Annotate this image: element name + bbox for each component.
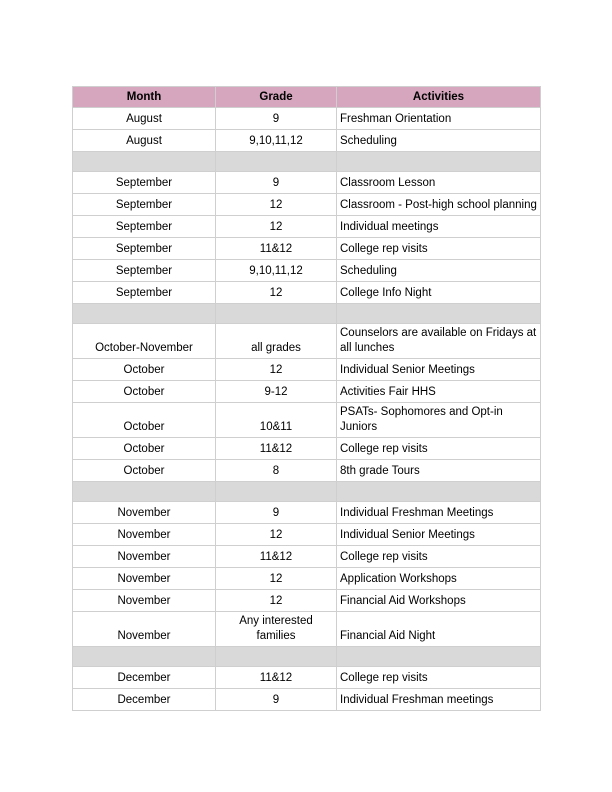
activity-cell: Counselors are available on Fridays at all lunches bbox=[337, 324, 541, 359]
table-row bbox=[73, 381, 541, 403]
activity-cell: Classroom - Post-high school planning bbox=[337, 194, 541, 216]
table-row bbox=[73, 612, 541, 647]
activity-cell: College rep visits bbox=[337, 667, 541, 689]
grade-cell: 9 bbox=[216, 172, 337, 194]
activity-cell: Scheduling bbox=[337, 260, 541, 282]
activity-cell: PSATs- Sophomores and Opt-in Juniors bbox=[337, 403, 541, 438]
table-row bbox=[73, 460, 541, 482]
activities-table bbox=[72, 86, 541, 711]
month-cell: October bbox=[73, 359, 216, 381]
activity-cell: Application Workshops bbox=[337, 568, 541, 590]
month-cell: December bbox=[73, 689, 216, 711]
separator-row bbox=[73, 304, 541, 324]
grade-cell: 11&12 bbox=[216, 667, 337, 689]
month-cell: September bbox=[73, 282, 216, 304]
grade-cell: 11&12 bbox=[216, 238, 337, 260]
separator-cell bbox=[337, 482, 541, 502]
separator-cell bbox=[216, 647, 337, 667]
grade-cell: Any interested families bbox=[216, 612, 337, 647]
month-cell: August bbox=[73, 108, 216, 130]
table-row bbox=[73, 524, 541, 546]
activity-cell: Financial Aid Workshops bbox=[337, 590, 541, 612]
month-cell: October bbox=[73, 460, 216, 482]
grade-cell: 12 bbox=[216, 282, 337, 304]
month-header: Month bbox=[73, 87, 216, 108]
separator-row bbox=[73, 647, 541, 667]
month-cell: November bbox=[73, 612, 216, 647]
separator-cell bbox=[73, 304, 216, 324]
month-cell: October bbox=[73, 381, 216, 403]
activity-cell: Classroom Lesson bbox=[337, 172, 541, 194]
separator-cell bbox=[216, 152, 337, 172]
grade-cell: 9,10,11,12 bbox=[216, 130, 337, 152]
month-cell: November bbox=[73, 524, 216, 546]
table-row bbox=[73, 689, 541, 711]
table-row bbox=[73, 130, 541, 152]
grade-cell: 9,10,11,12 bbox=[216, 260, 337, 282]
table-row bbox=[73, 260, 541, 282]
activities-header: Activities bbox=[337, 87, 541, 108]
month-cell: September bbox=[73, 194, 216, 216]
activity-cell: Financial Aid Night bbox=[337, 612, 541, 647]
grade-cell: all grades bbox=[216, 324, 337, 359]
month-cell: October-November bbox=[73, 324, 216, 359]
table-row bbox=[73, 403, 541, 438]
activity-cell: Freshman Orientation bbox=[337, 108, 541, 130]
activity-cell: Activities Fair HHS bbox=[337, 381, 541, 403]
table-row bbox=[73, 667, 541, 689]
grade-cell: 11&12 bbox=[216, 546, 337, 568]
month-cell: November bbox=[73, 502, 216, 524]
grade-cell: 12 bbox=[216, 194, 337, 216]
separator-cell bbox=[73, 647, 216, 667]
activity-cell: College Info Night bbox=[337, 282, 541, 304]
table-row bbox=[73, 216, 541, 238]
separator-cell bbox=[337, 647, 541, 667]
table-row bbox=[73, 238, 541, 260]
month-cell: September bbox=[73, 260, 216, 282]
table-row bbox=[73, 172, 541, 194]
grade-cell: 12 bbox=[216, 524, 337, 546]
table-row bbox=[73, 502, 541, 524]
separator-cell bbox=[73, 482, 216, 502]
grade-cell: 10&11 bbox=[216, 403, 337, 438]
header-row bbox=[73, 87, 541, 108]
grade-cell: 9 bbox=[216, 502, 337, 524]
month-cell: November bbox=[73, 546, 216, 568]
separator-row bbox=[73, 152, 541, 172]
separator-cell bbox=[216, 482, 337, 502]
grade-cell: 12 bbox=[216, 568, 337, 590]
month-cell: September bbox=[73, 172, 216, 194]
grade-cell: 9 bbox=[216, 689, 337, 711]
grade-cell: 12 bbox=[216, 590, 337, 612]
month-cell: October bbox=[73, 438, 216, 460]
table-row bbox=[73, 546, 541, 568]
table-row bbox=[73, 438, 541, 460]
activity-cell: Scheduling bbox=[337, 130, 541, 152]
grade-cell: 9-12 bbox=[216, 381, 337, 403]
table-row bbox=[73, 590, 541, 612]
month-cell: August bbox=[73, 130, 216, 152]
month-cell: October bbox=[73, 403, 216, 438]
separator-cell bbox=[73, 152, 216, 172]
activity-cell: Individual Freshman meetings bbox=[337, 689, 541, 711]
activity-cell: College rep visits bbox=[337, 238, 541, 260]
activity-cell: Individual Senior Meetings bbox=[337, 524, 541, 546]
activity-cell: Individual meetings bbox=[337, 216, 541, 238]
activity-cell: College rep visits bbox=[337, 546, 541, 568]
activity-cell: 8th grade Tours bbox=[337, 460, 541, 482]
month-cell: September bbox=[73, 238, 216, 260]
grade-header: Grade bbox=[216, 87, 337, 108]
month-cell: November bbox=[73, 568, 216, 590]
month-cell: September bbox=[73, 216, 216, 238]
activity-cell: Individual Freshman Meetings bbox=[337, 502, 541, 524]
table-row bbox=[73, 359, 541, 381]
separator-cell bbox=[337, 152, 541, 172]
grade-cell: 9 bbox=[216, 108, 337, 130]
grade-cell: 12 bbox=[216, 216, 337, 238]
table-row bbox=[73, 324, 541, 359]
activity-cell: Individual Senior Meetings bbox=[337, 359, 541, 381]
grade-cell: 8 bbox=[216, 460, 337, 482]
separator-row bbox=[73, 482, 541, 502]
grade-cell: 11&12 bbox=[216, 438, 337, 460]
table-row bbox=[73, 194, 541, 216]
activity-cell: College rep visits bbox=[337, 438, 541, 460]
month-cell: November bbox=[73, 590, 216, 612]
separator-cell bbox=[337, 304, 541, 324]
separator-cell bbox=[216, 304, 337, 324]
table-row bbox=[73, 282, 541, 304]
table-row bbox=[73, 568, 541, 590]
table-row bbox=[73, 108, 541, 130]
grade-cell: 12 bbox=[216, 359, 337, 381]
month-cell: December bbox=[73, 667, 216, 689]
